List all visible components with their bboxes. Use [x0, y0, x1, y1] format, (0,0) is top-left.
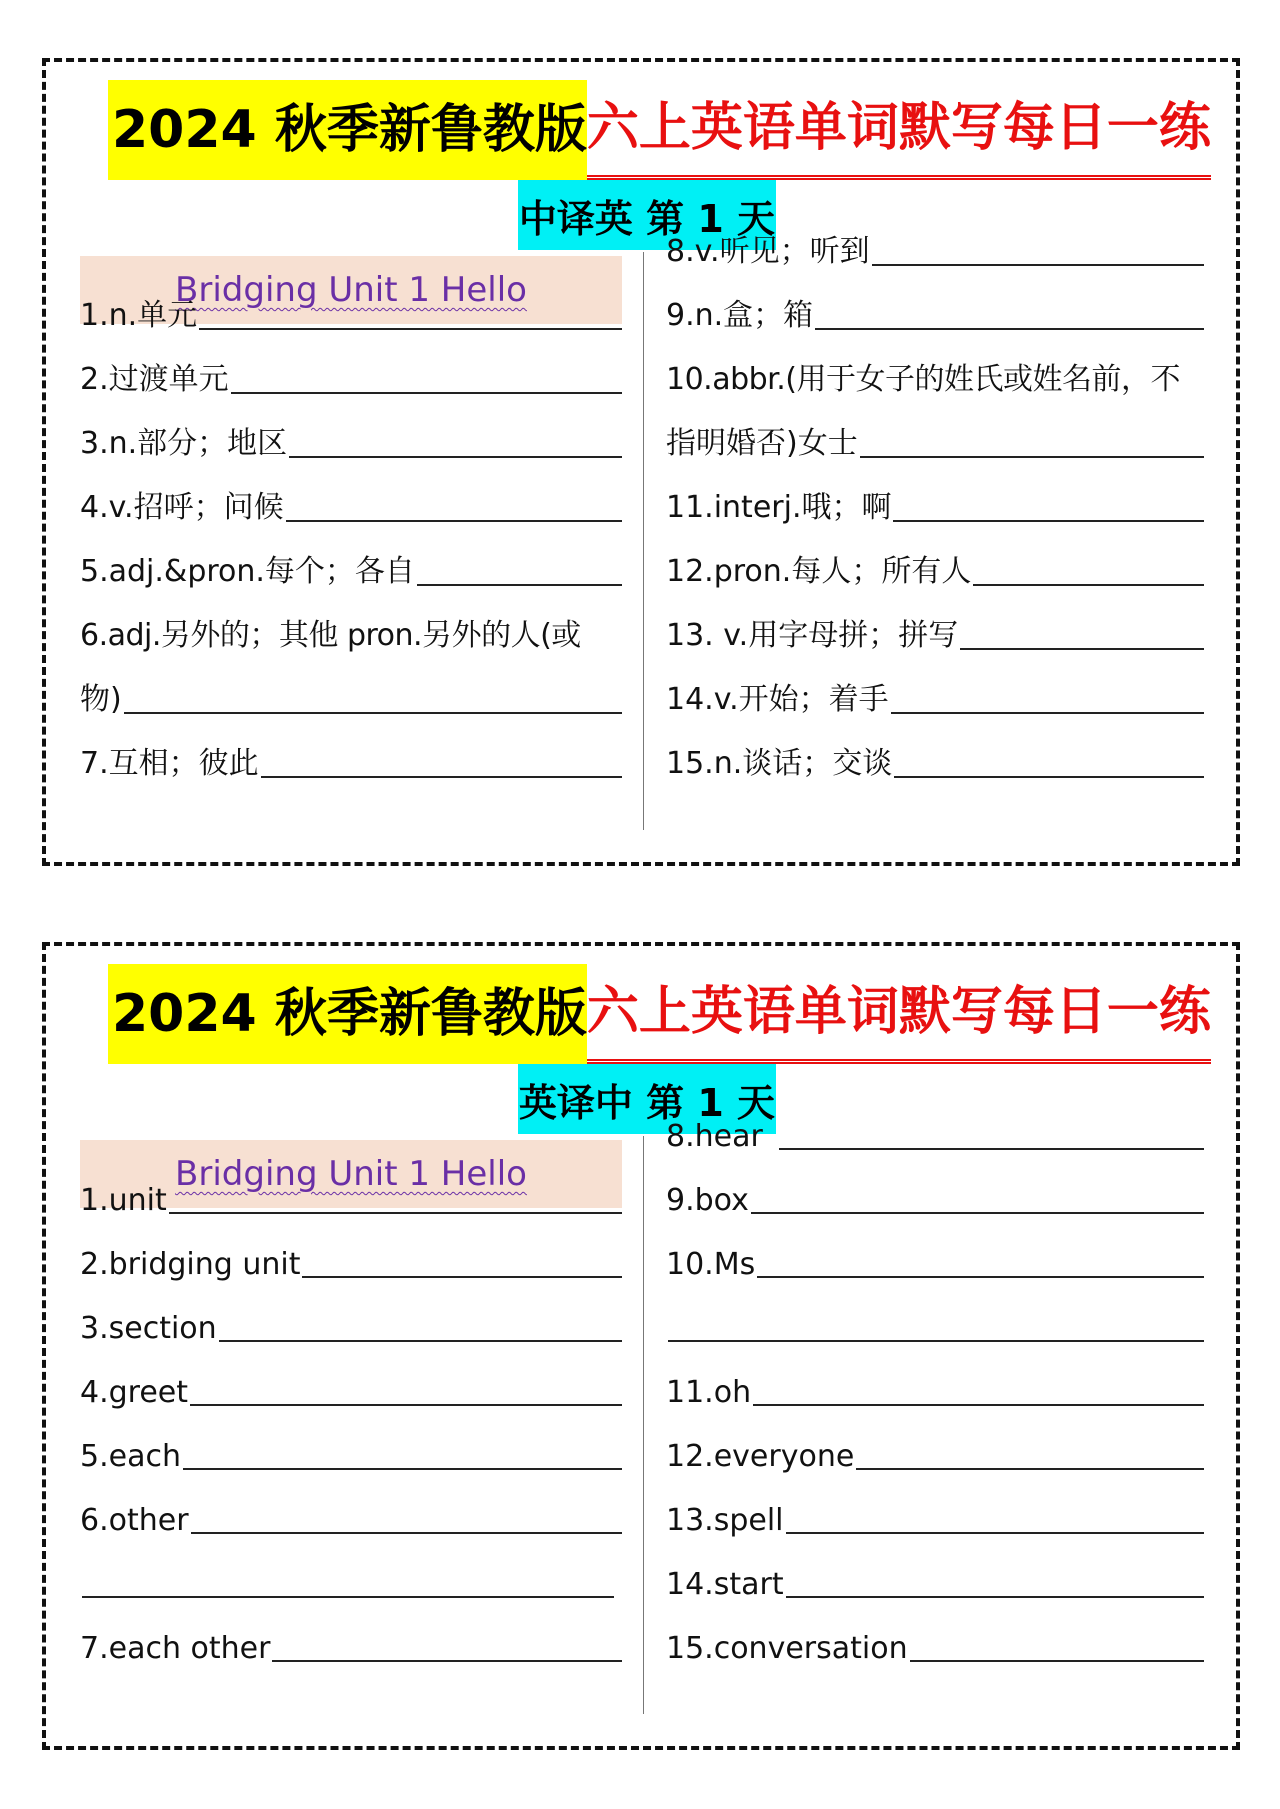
- list-item[interactable]: [666, 722, 1204, 784]
- answer-blank[interactable]: [860, 455, 1204, 458]
- item-label: 13. v.用字母拼；拼写: [666, 618, 959, 653]
- item-label: 5.each: [80, 1439, 181, 1474]
- title-highlight-part: 2024 秋季新鲁教版: [108, 964, 587, 1064]
- item-label: 1.unit: [80, 1183, 167, 1218]
- answer-blank[interactable]: [190, 1403, 622, 1406]
- answer-blank[interactable]: [786, 1531, 1204, 1534]
- item-label: 4.greet: [80, 1375, 189, 1410]
- list-item[interactable]: [80, 402, 622, 464]
- title-red-part: 六上英语单词默写每日一练: [587, 80, 1211, 180]
- answer-blank[interactable]: [417, 583, 622, 586]
- item-label: 9.box: [666, 1183, 749, 1218]
- day-subtitle: 英译中 第 1 天: [518, 1064, 776, 1134]
- answer-blank[interactable]: [757, 1275, 1204, 1278]
- answer-blank[interactable]: [894, 775, 1204, 778]
- answer-blank[interactable]: [272, 1659, 622, 1662]
- answer-blank[interactable]: [219, 1339, 622, 1342]
- list-item[interactable]: [80, 1542, 622, 1604]
- list-item[interactable]: [80, 338, 622, 400]
- list-item[interactable]: [666, 274, 1204, 336]
- item-label: 5.adj.&pron.每个；各自: [80, 554, 415, 589]
- list-item: [80, 594, 622, 656]
- worksheet-title: [108, 964, 1211, 1064]
- answer-blank[interactable]: [815, 327, 1204, 330]
- title-red-part: 六上英语单词默写每日一练: [587, 964, 1211, 1064]
- answer-blank[interactable]: [183, 1467, 622, 1470]
- list-item[interactable]: [80, 1286, 622, 1348]
- answer-blank[interactable]: [286, 519, 622, 522]
- item-label: 8.hear: [666, 1119, 763, 1154]
- item-label: 4.v.招呼；问候: [80, 490, 284, 525]
- item-label: 10.abbr.(用于女子的姓氏或姓名前，不: [666, 362, 1180, 397]
- list-item[interactable]: [666, 1350, 1204, 1412]
- list-item[interactable]: [80, 466, 622, 528]
- item-label: 15.n.谈话；交谈: [666, 746, 893, 781]
- answer-blank[interactable]: [124, 711, 622, 714]
- worksheet-english-to-chinese: [42, 942, 1240, 1750]
- answer-blank[interactable]: [199, 327, 622, 330]
- list-item[interactable]: [80, 274, 622, 336]
- list-item[interactable]: [666, 1222, 1204, 1284]
- list-item: [666, 338, 1204, 400]
- item-label: 9.n.盒；箱: [666, 298, 814, 333]
- answer-blank[interactable]: [910, 1659, 1204, 1662]
- column-divider: [643, 252, 644, 830]
- answer-blank[interactable]: [856, 1467, 1204, 1470]
- answer-blank[interactable]: [779, 1147, 1204, 1150]
- list-item[interactable]: [666, 1478, 1204, 1540]
- item-label: 1.n.单元: [80, 298, 198, 333]
- answer-blank[interactable]: [289, 455, 622, 458]
- item-label: 2.过渡单元: [80, 362, 229, 397]
- item-label: 12.everyone: [666, 1439, 855, 1474]
- answer-blank[interactable]: [893, 519, 1204, 522]
- list-item[interactable]: [666, 594, 1204, 656]
- answer-blank[interactable]: [191, 1531, 622, 1534]
- answer-blank[interactable]: [786, 1595, 1204, 1598]
- item-label: 3.section: [80, 1311, 217, 1346]
- item-label: 8.v.听见；听到: [666, 234, 870, 269]
- list-item[interactable]: [80, 658, 622, 720]
- answer-blank[interactable]: [973, 583, 1204, 586]
- answer-blank[interactable]: [891, 711, 1204, 714]
- item-label: 6.adj.另外的；其他 pron.另外的人(或: [80, 618, 581, 653]
- item-label: 14.start: [666, 1567, 784, 1602]
- list-item[interactable]: [666, 1542, 1204, 1604]
- item-label: 指明婚否)女士: [666, 426, 858, 461]
- item-label: 6.other: [80, 1503, 189, 1538]
- worksheet-chinese-to-english: [42, 58, 1240, 866]
- column-divider: [643, 1136, 644, 1714]
- answer-blank[interactable]: [261, 775, 622, 778]
- list-item[interactable]: [80, 1606, 622, 1668]
- item-label: 2.bridging unit: [80, 1247, 301, 1282]
- item-label: 11.oh: [666, 1375, 752, 1410]
- item-label: 13.spell: [666, 1503, 784, 1538]
- day-subtitle: 中译英 第 1 天: [518, 180, 776, 250]
- list-item[interactable]: [80, 1478, 622, 1540]
- list-item[interactable]: [666, 1158, 1204, 1220]
- list-item[interactable]: [80, 722, 622, 784]
- answer-blank[interactable]: [751, 1211, 1204, 1214]
- list-item[interactable]: [666, 466, 1204, 528]
- item-label: 7.each other: [80, 1631, 271, 1666]
- list-item[interactable]: [80, 530, 622, 592]
- answer-blank[interactable]: [753, 1403, 1204, 1406]
- item-label: 14.v.开始；着手: [666, 682, 889, 717]
- list-item[interactable]: [80, 1158, 622, 1220]
- worksheet-title: [108, 80, 1211, 180]
- list-item[interactable]: [80, 1414, 622, 1476]
- answer-blank[interactable]: [872, 263, 1204, 266]
- unit-heading-text: Bridging Unit 1 Hello: [175, 1154, 527, 1194]
- answer-blank[interactable]: [302, 1275, 622, 1278]
- item-label: 10.Ms: [666, 1247, 756, 1282]
- list-item[interactable]: [666, 402, 1204, 464]
- item-label: 3.n.部分；地区: [80, 426, 288, 461]
- list-item[interactable]: [666, 530, 1204, 592]
- list-item[interactable]: [666, 658, 1204, 720]
- answer-blank[interactable]: [169, 1211, 622, 1214]
- list-item[interactable]: [80, 1222, 622, 1284]
- answer-blank[interactable]: [231, 391, 622, 394]
- item-label: 15.conversation: [666, 1631, 908, 1666]
- list-item[interactable]: [666, 1286, 1204, 1348]
- list-item[interactable]: [666, 210, 1204, 272]
- list-item[interactable]: [80, 1350, 622, 1412]
- item-label: 物): [80, 682, 122, 717]
- list-item[interactable]: [666, 1606, 1204, 1668]
- unit-heading-text: Bridging Unit 1 Hello: [175, 270, 527, 310]
- title-highlight-part: 2024 秋季新鲁教版: [108, 80, 587, 180]
- item-label: 11.interj.哦；啊: [666, 490, 892, 525]
- item-label: 12.pron.每人；所有人: [666, 554, 972, 589]
- item-label: 7.互相；彼此: [80, 746, 259, 781]
- answer-blank[interactable]: [960, 647, 1204, 650]
- answer-blank[interactable]: [82, 1595, 614, 1598]
- answer-blank[interactable]: [668, 1339, 1204, 1342]
- list-item[interactable]: [666, 1094, 1204, 1156]
- list-item[interactable]: [666, 1414, 1204, 1476]
